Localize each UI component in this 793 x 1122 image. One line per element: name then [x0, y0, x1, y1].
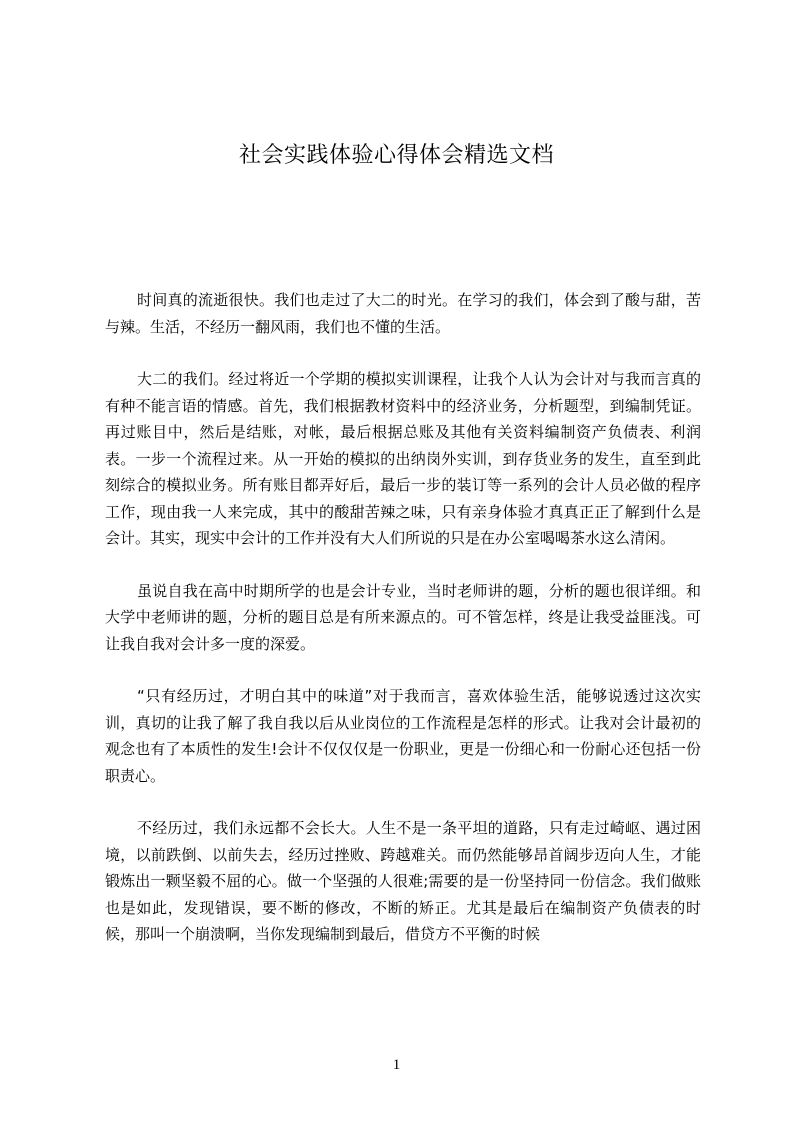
page-number: 1	[392, 1057, 401, 1073]
document-title: 社会实践体验心得体会精选文档	[238, 143, 554, 168]
paragraph-1: 时间真的流逝很快。我们也走过了大二的时光。在学习的我们，体会到了酸与甜，苦与辣。生活，不经历一翻风雨，我们也不懂的生活。	[105, 291, 701, 336]
document-body	[105, 287, 701, 974]
paragraph-5: 不经历过，我们永远都不会长大。人生不是一条平坦的道路，只有走过崎岖、遇过困境，以前跌倒、以前失去，经历过挫败、跨越难关。而仍然能够昂首阔步迈向人生，才能锻炼出一颗坚毅不屈的心。做一个坚强的人很难;需要的是一份坚持同一份信念。我们做账也是如此，发现错误，要不断的修改，不断的矫正。尤其是最后在编制资产负债表的时候，那叫一个崩溃啊，当你发现编制到最后，借贷方不平衡的时候	[105, 819, 701, 943]
paragraph-2: 大二的我们。经过将近一个学期的模拟实训课程，让我个人认为会计对与我而言真的有种不能言语的情感。首先，我们根据教材资料中的经济业务，分析题型，到编制凭证。再过账目中，然后是结账，对帐，最后根据总账及其他有关资料编制资产负债表、利润表。一步一个流程过来。从一开始的模拟的出纳岗外实训，到存货业务的发生，直至到此刻综合的模拟业务。所有账目都弄好后，最后一步的装订等一系列的会计人员必做的程序工作，现由我一人来完成，其中的酸甜苦辣之味，只有亲身体验才真真正正了解到什么是会计。其实，现实中会计的工作并没有大人们所说的只是在办公室喝喝茶水这么清闲。	[105, 370, 701, 547]
paragraph-3: 虽说自我在高中时期所学的也是会计专业，当时老师讲的题，分析的题也很详细。和大学中老师讲的题，分析的题目总是有所来源点的。可不管怎样，终是让我受益匪浅。可让我自我对会计多一度的深爱。	[105, 581, 701, 653]
paragraph-4: “只有经历过，才明白其中的味道”对于我而言，喜欢体验生活，能够说透过这次实训，真切的让我了解了我自我以后从业岗位的工作流程是怎样的形式。让我对会计最初的观念也有了本质性的发生!会计不仅仅仅是一份职业，更是一份细心和一份耐心还包括一份职责心。	[105, 687, 701, 785]
